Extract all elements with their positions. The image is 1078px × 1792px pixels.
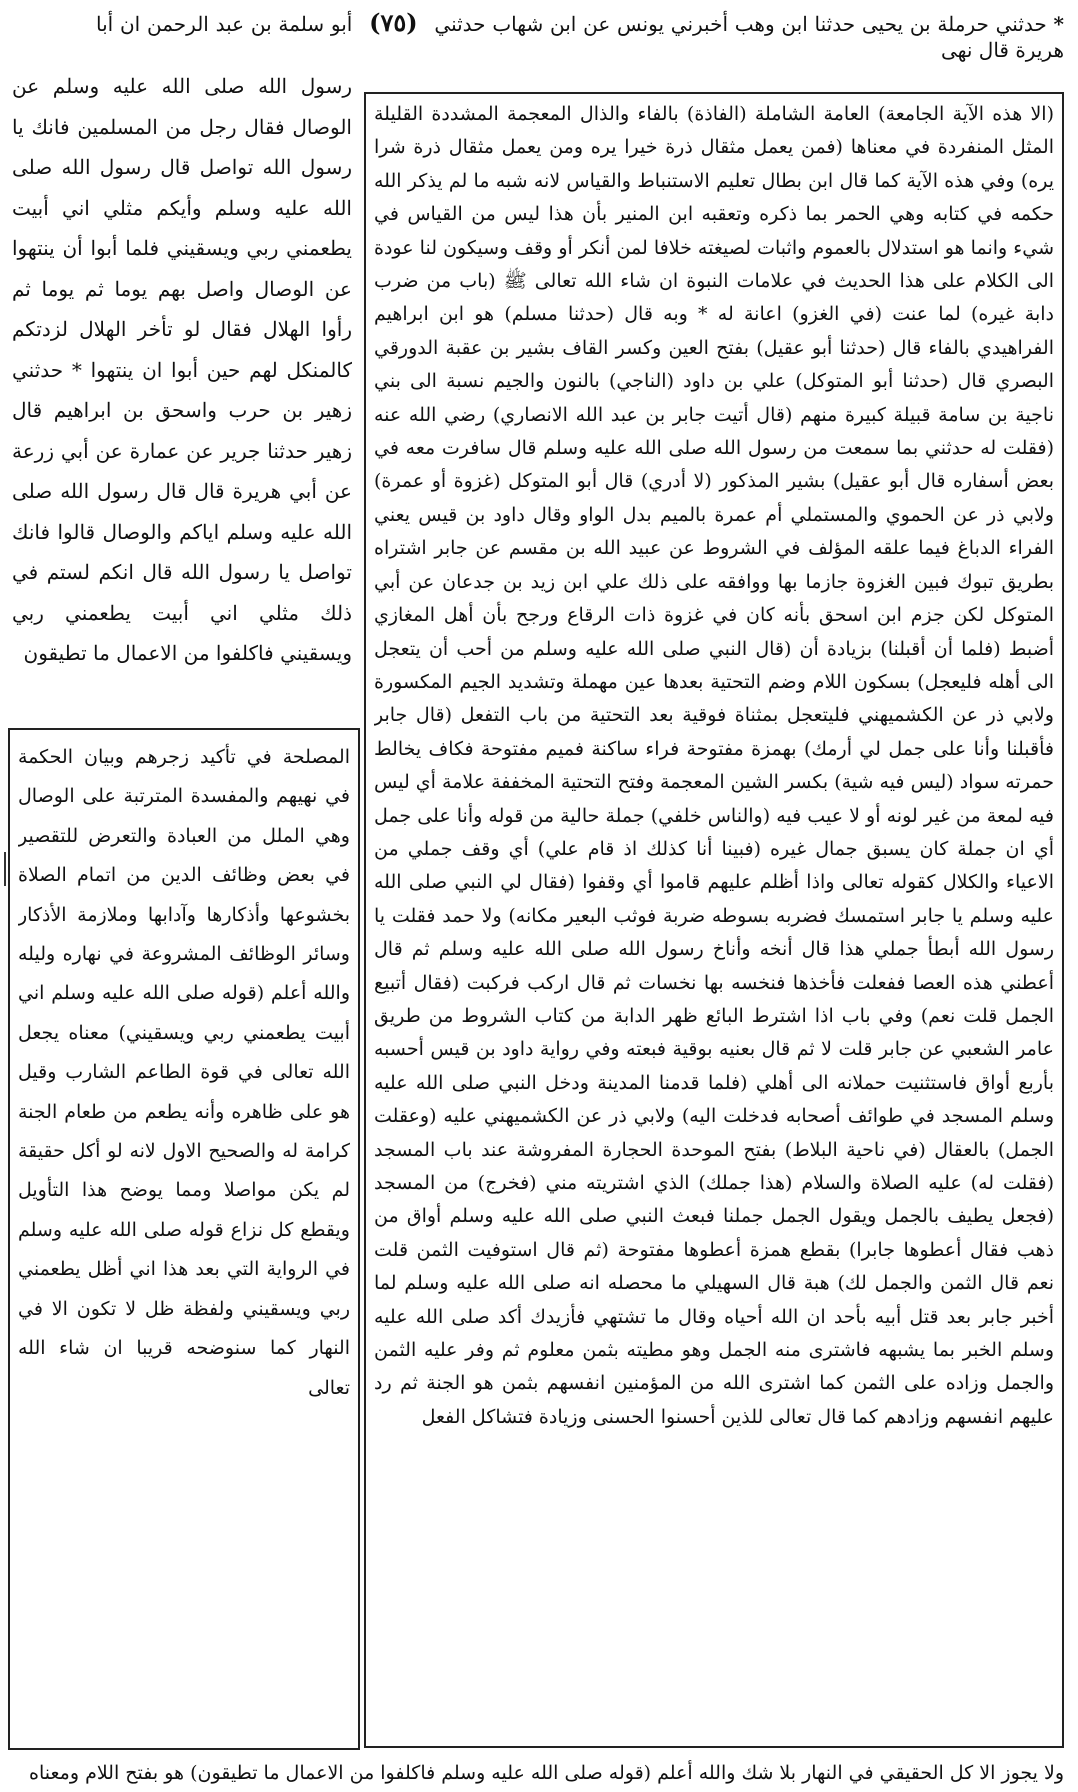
sahih-muslim-text-column: رسول الله صلى الله عليه وسلم عن الوصال فقال رجل من المسلمين فانك يا رسول الله تواصل قال رسول الله صلى الله عليه وسلم وأيكم مثلي اني أبيت يطعمني ربي ويسقيني فلما أبوا أن ينتهوا عن الوصال واصل بهم يوما ثم يوما ثم رأوا الهلال فقال لو تأخر الهلال لزدتكم كالمنكل لهم حين أبوا ان ينتهوا * حدثني زهير بن حرب واسحق بن ابراهيم قال زهير حدثنا جرير عن عمارة عن أبي زرعة عن أبي هريرة قال قال رسول الله صلى الله عليه وسلم اياكم والوصال قالوا فانك تواصل يا رسول الله قال انكم لستم في ذلك مثلي اني أبيت يطعمني ربي ويسقيني فاكلفوا من الاعمال ما تطيقون (12, 74, 352, 665)
qastallani-commentary-text: (الا هذه الآية الجامعة) العامة الشاملة (الفاذة) بالفاء والذال المعجمة المشددة القليلة المثل المنفردة في معناها (فمن يعمل مثقال ذرة خيرا يره ومن يعمل مثقال ذرة شرا يره) وفي هذه الآية كما قال ابن بطال تعليم الاستنباط والقياس لانه شبه ما لم يذكر الله حكمه في كتابه وهي الحمر بما ذكره وتعقبه ابن المنير بأن هذا ليس من القياس في شيء وانما هو استدلال بالعموم واثبات لصيغته خلافا لمن أنكر أو وقف وسيكون لنا عودة الى الكلام على هذا الحديث في علامات النبوة ان شاء الله تعالى ﷺ (باب من ضرب دابة غيره) لما عنت (في الغزو) اعانة له * وبه قال (حدثنا مسلم) هو ابن ابراهيم الفراهيدي بالفاء قال (حدثنا أبو عقيل) بفتح العين وكسر القاف بشير بن عقبة الدورقي البصري قال (حدثنا أبو المتوكل) علي بن داود (الناجي) بالنون والجيم نسبة الى بني ناجية بن سامة قبيلة كبيرة منهم (قال أتيت جابر بن عبد الله الانصاري) رضي الله عنه (فقلت له حدثني بما سمعت من رسول الله صلى الله عليه وسلم قال سافرت معه في بعض أسفاره قال أبو عقيل) بشير المذكور (لا أدري) قال أبو المتوكل (غزوة أو عمرة) ولابي ذر عن الحموي والمستملي أم عمرة بالميم بدل الواو وقال داود بن قيس يعني الفراء الدباغ فيما علقه المؤلف في الشروط عن عبيد الله بن مقسم عن جابر اشتراه بطريق تبوك فبين الغزوة جازما بها ووافقه على ذلك علي ابن زيد بن جدعان عن أبي المتوكل لكن جزم ابن اسحق بأنه كان في غزوة ذات الرقاع ورجح بأن أهل المغازي أضبط (فلما أن أقبلنا) بزيادة أن (قال النبي صلى الله عليه وسلم من أحب أن يتعجل الى أهله فليعجل) بسكون اللام وضم التحتية بعدها عين مهملة وتشديد الجيم المكسورة ولابي ذر عن الكشميهني فليتعجل بمثناة فوقية بعد التحتية من باب التفعل (قال جابر فأقبلنا وأنا على جمل لي أرمك) بهمزة مفتوحة فراء ساكنة فميم مفتوحة فكاف يخالط حمرته سواد (ليس فيه شية) بكسر الشين المعجمة وفتح التحتية المخففة علامة أي ليس فيه لمعة من غير لونه أو لا عيب فيه (والناس خلفي) جملة حالية من قوله وأنا على جمل أي ان جملة كان يسبق جمال غيره (فبينا أنا كذلك اذ قام علي) أي وقف جملي من الاعياء والكلال كقوله تعالى واذا أظلم عليهم قاموا أي وقفوا (فقال لي النبي صلى الله عليه وسلم يا جابر استمسك فضربه بسوطه ضربة فوثب البعير مكانه) ولا حمد فقلت يا رسول الله أبطأ جملي هذا قال أنخه وأناخ رسول الله صلى الله عليه وسلم ثم قال أعطني هذه العصا ففعلت فأخذها فنخسه بها نخسات ثم قال اركب فركبت (فقال أتبيع الجمل قلت نعم) وفي باب اذا اشترط البائع ظهر الدابة من كتاب الشروط من طريق عامر الشعبي عن جابر قلت لا ثم قال بعنيه بوقية فبعته وفي رواية داود بن قيس أحسبه بأربع أواق فاستثنيت حملانه الى أهلي (فلما قدمنا المدينة ودخل النبي صلى الله عليه وسلم المسجد في طوائف أصحابه فدخلت اليه) ولابي ذر عن الكشميهني عليه (وعقلت الجمل) بالعقال (في ناحية البلاط) بفتح الموحدة الحجارة المفروشة عند باب المسجد (فقلت له) عليه الصلاة والسلام (هذا جملك) الذي اشتريته مني (فخرج) من المسجد (فجعل يطيف بالجمل ويقول الجمل جملنا فبعث النبي صلى الله عليه وسلم أواق من ذهب فقال أعطوها جابرا) بقطع همزة أعطوها مفتوحة (ثم قال استوفيت الثمن قلت نعم قال الثمن والجمل لك) هبة قال السهيلي ما محصله انه صلى الله عليه وسلم لما أخبر جابر بعد قتل أبيه بأحد ان الله أحياه وقال ما تشتهي فأزيدك أكد صلى الله عليه وسلم الخبر بما يشبهه فاشترى منه الجمل وهو مطيته بثمن معلوم ثم وفر عليه الثمن والجمل وزاده على الثمن كما اشترى الله من المؤمنين انفسهم بثمن هو الجنة ثم رد عليهم انفسهم وزادهم كما قال تعالى للذين أحسنوا الحسنى وزيادة فتشاكل الفعل (374, 103, 1054, 1428)
header-text-left: أبو سلمة بن عبد الرحمن ان أبا هريرة قال نهى (96, 12, 1064, 62)
nawawi-commentary-box (8, 728, 360, 1750)
page-number: (٧٥) (369, 8, 418, 37)
hadith-star-marker: * (1053, 12, 1065, 36)
nawawi-commentary-text: المصلحة في تأكيد زجرهم وبيان الحكمة في نهيهم والمفسدة المترتبة على الوصال وهي الملل من العبادة والتعرض للتقصير في بعض وظائف الدين من اتمام الصلاة بخشوعها وأذكارها وآدابها وملازمة الأذكار وسائر الوظائف المشروعة في نهاره وليله والله أعلم (قوله صلى الله عليه وسلم اني أبيت يطعمني ربي ويسقيني) معناه يجعل الله تعالى في قوة الطاعم الشارب وقيل هو على ظاهره وأنه يطعم من طعام الجنة كرامة له والصحيح الاول لانه لو أكل حقيقة لم يكن مواصلا ومما يوضح هذا التأويل ويقطع كل نزاع قوله صلى الله عليه وسلم في الرواية التي بعد هذا اني أظل يطعمني ربي ويسقيني ولفظة ظل لا تكون الا في النهار كما سنوضحه قريبا ان شاء الله تعالى (18, 746, 350, 1399)
header-text-right: حدثني حرملة بن يحيى حدثنا ابن وهب أخبرني يونس عن ابن شهاب حدثني (434, 12, 1047, 36)
margin-mark (4, 852, 6, 886)
qastallani-commentary-box (364, 92, 1064, 1748)
page-footer-line: ولا يجوز الا كل الحقيقي في النهار بلا شك والله أعلم (قوله صلى الله عليه وسلم فاكلفوا من الاعمال ما تطيقون) هو بفتح اللام ومعناه (29, 1762, 1064, 1784)
page-header (96, 10, 1064, 68)
